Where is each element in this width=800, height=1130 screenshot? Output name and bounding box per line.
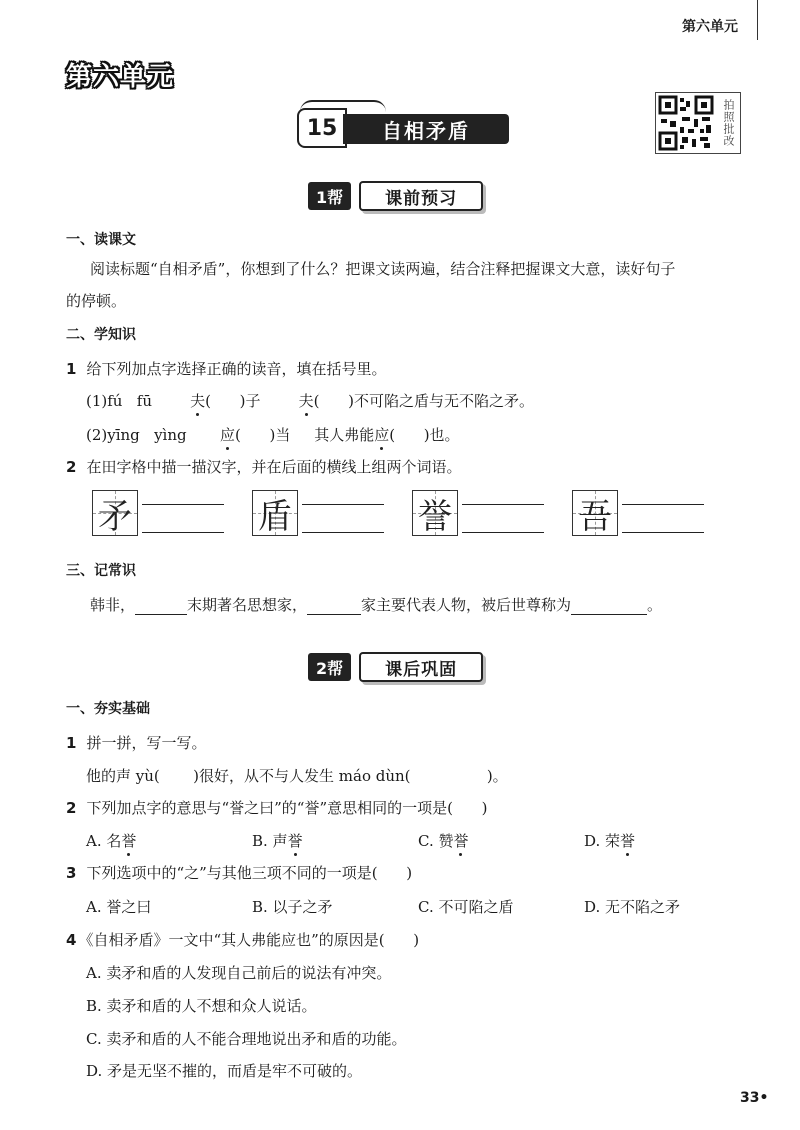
option-d[interactable]: D. 无不陷之矛 <box>584 898 681 916</box>
heading-basics: 一、夯实基础 <box>66 701 150 717</box>
review-question-4: 4 《自相矛盾》一文中“其人弗能应也”的原因是( ) <box>66 931 420 949</box>
qr-label: 拍照批改 <box>716 92 741 154</box>
running-header-unit: 第六单元 <box>682 19 738 35</box>
tian-grid-row <box>92 490 704 536</box>
option-a[interactable]: A. 誉之曰 <box>86 898 152 916</box>
unit-badge: 第六单元 <box>66 62 175 92</box>
corner-divider <box>757 0 758 40</box>
read-text-line2: 的停顿。 <box>66 292 127 310</box>
answer-lines[interactable] <box>618 490 704 534</box>
question-1: 1 给下列加点字选择正确的读音，填在括号里。 <box>66 360 387 378</box>
fill-blank[interactable] <box>135 614 187 615</box>
review-question-3: 3 下列选项中的“之”与其他三项不同的一项是( ) <box>66 864 413 882</box>
tian-grid-box[interactable]: 吾 <box>572 490 618 536</box>
q4-option-c[interactable]: C. 卖矛和盾的人不能合理地说出矛和盾的功能。 <box>86 1030 407 1048</box>
fill-blank[interactable] <box>307 614 361 615</box>
qr-code-icon[interactable] <box>655 92 717 154</box>
option-c[interactable]: C. 赞誉 <box>418 832 469 850</box>
pinyin-row-2: (2)yīng yìng 应( )当 其人弗能应( )也。 <box>86 426 460 444</box>
section-name: 课后巩固 <box>359 652 483 682</box>
q4-option-b[interactable]: B. 卖矛和盾的人不想和众人说话。 <box>86 997 317 1015</box>
question-2: 2 在田字格中描一描汉字，并在后面的横线上组两个词语。 <box>66 458 462 476</box>
option-b[interactable]: B. 声誉 <box>252 832 303 850</box>
answer-lines[interactable] <box>458 490 544 534</box>
section-bang-label: 1帮 <box>308 182 351 210</box>
option-a[interactable]: A. 名誉 <box>86 832 137 850</box>
option-b[interactable]: B. 以子之矛 <box>252 898 333 916</box>
lesson-title: 自相矛盾 <box>343 114 509 144</box>
q3-options <box>86 896 726 917</box>
tian-grid-box[interactable]: 誉 <box>412 490 458 536</box>
lesson-number: 15 <box>297 108 347 148</box>
option-c[interactable]: C. 不可陷之盾 <box>418 898 514 916</box>
common-knowledge-line: 韩非， 末期著名思想家， 家主要代表人物，被后世尊称为 。 <box>90 596 663 614</box>
answer-lines[interactable] <box>138 490 224 534</box>
heading-read-text: 一、读课文 <box>66 232 136 248</box>
section-tag-review <box>308 652 483 682</box>
section-bang-label: 2帮 <box>308 653 351 681</box>
review-question-1: 1 拼一拼，写一写。 <box>66 734 207 752</box>
section-name: 课前预习 <box>359 181 483 211</box>
q4-option-a[interactable]: A. 卖矛和盾的人发现自己前后的说法有冲突。 <box>86 964 392 982</box>
pinyin-write-line: 他的声 yù( )很好，从不与人发生 máo dùn( )。 <box>86 767 508 785</box>
heading-common-knowledge: 三、记常识 <box>66 563 136 579</box>
fill-blank[interactable] <box>571 614 647 615</box>
q4-option-d[interactable]: D. 矛是无坚不摧的，而盾是牢不可破的。 <box>86 1062 363 1080</box>
tian-grid-box[interactable]: 盾 <box>252 490 298 536</box>
read-text-line1: 阅读标题“自相矛盾”，你想到了什么？把课文读两遍，结合注释把握课文大意，读好句子 <box>90 260 676 278</box>
q2-options <box>86 830 726 851</box>
answer-lines[interactable] <box>298 490 384 534</box>
pinyin-row-1: (1)fú fū 夫( )子 夫( )不可陷之盾与无不陷之矛。 <box>86 392 534 410</box>
tian-grid-box[interactable]: 矛 <box>92 490 138 536</box>
page-number: 33• <box>740 1090 769 1106</box>
option-d[interactable]: D. 荣誉 <box>584 832 636 850</box>
section-tag-preview <box>308 181 483 211</box>
heading-learn-knowledge: 二、学知识 <box>66 327 136 343</box>
review-question-2: 2 下列加点字的意思与“誉之曰”的“誉”意思相同的一项是( ) <box>66 799 488 817</box>
